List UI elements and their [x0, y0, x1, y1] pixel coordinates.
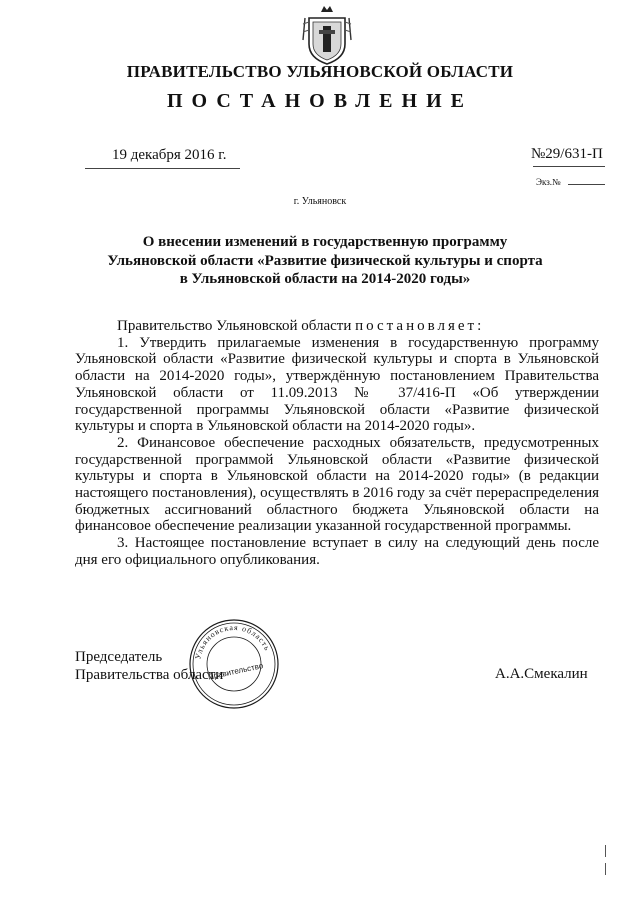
document-date: 19 декабря 2016 г. — [112, 147, 227, 163]
stamp-center-text: Правительство — [207, 661, 264, 682]
copy-number-label: Экз.№ — [536, 177, 561, 187]
subject-line: О внесении изменений в государственную программу — [142, 234, 508, 250]
city-label: г. Ульяновск — [293, 196, 347, 207]
stamp-ring-text: Ульяновская область — [193, 622, 273, 661]
resolution-item: 1. Утвердить прилагаемые изменения в государственную программу Ульяновской области «Развитие физической культуры и спорта в Ульяновской области на 2014-2020 годы», утверждённую постановлением Правительства Ульяновской области от 11.09.2013 № 37/416-П «Об утверждении государственной программы Ульяновской области «Развитие физической культуры и спорта в Ульяновской области на 2014-2020 годы». — [75, 334, 599, 435]
resolution-item: 2. Финансовое обеспечение расходных обязательств, предусмотренных государственной программой Ульяновской области «Развитие физической культуры и спорта в Ульяновской области на 2014-2020 годы» (в редакции настоящего постановления), осуществлять в 2016 году за счёт перераспределения бюджетных ассигнований областного бюджета Ульяновской области на финансовое обеспечение реализации указанной государственной программы. — [75, 434, 599, 535]
signatory-name: А.А.Смекалин — [495, 666, 588, 682]
number-underline — [533, 166, 605, 167]
intro-resolves: постановляет: — [355, 318, 485, 334]
resolution-item: 3. Настоящее постановление вступает в силу на следующий день после дня его официального опубликования. — [75, 535, 599, 568]
government-title: ПРАВИТЕЛЬСТВО УЛЬЯНОВСКОЙ ОБЛАСТИ — [126, 62, 514, 81]
resolution-intro — [75, 318, 599, 335]
document-type-heading: ПОСТАНОВЛЕНИЕ — [167, 90, 473, 112]
document-number: №29/631-П — [531, 146, 603, 162]
document-subject — [60, 233, 590, 289]
signatory-title-line: Правительства области — [75, 667, 224, 683]
signatory-title — [75, 648, 223, 684]
subject-line: Ульяновской области «Развитие физической культуры и спорта — [107, 252, 543, 269]
copy-number-underline — [568, 184, 605, 185]
signatory-title-line: Председатель — [75, 649, 163, 665]
subject-line: в Ульяновской области на 2014-2020 годы» — [179, 271, 471, 287]
coat-of-arms-emblem — [301, 4, 353, 66]
intro-prefix: Правительство Ульяновской области — [117, 318, 352, 334]
date-underline — [85, 168, 240, 169]
document-body — [75, 318, 599, 569]
margin-mark — [604, 845, 607, 875]
